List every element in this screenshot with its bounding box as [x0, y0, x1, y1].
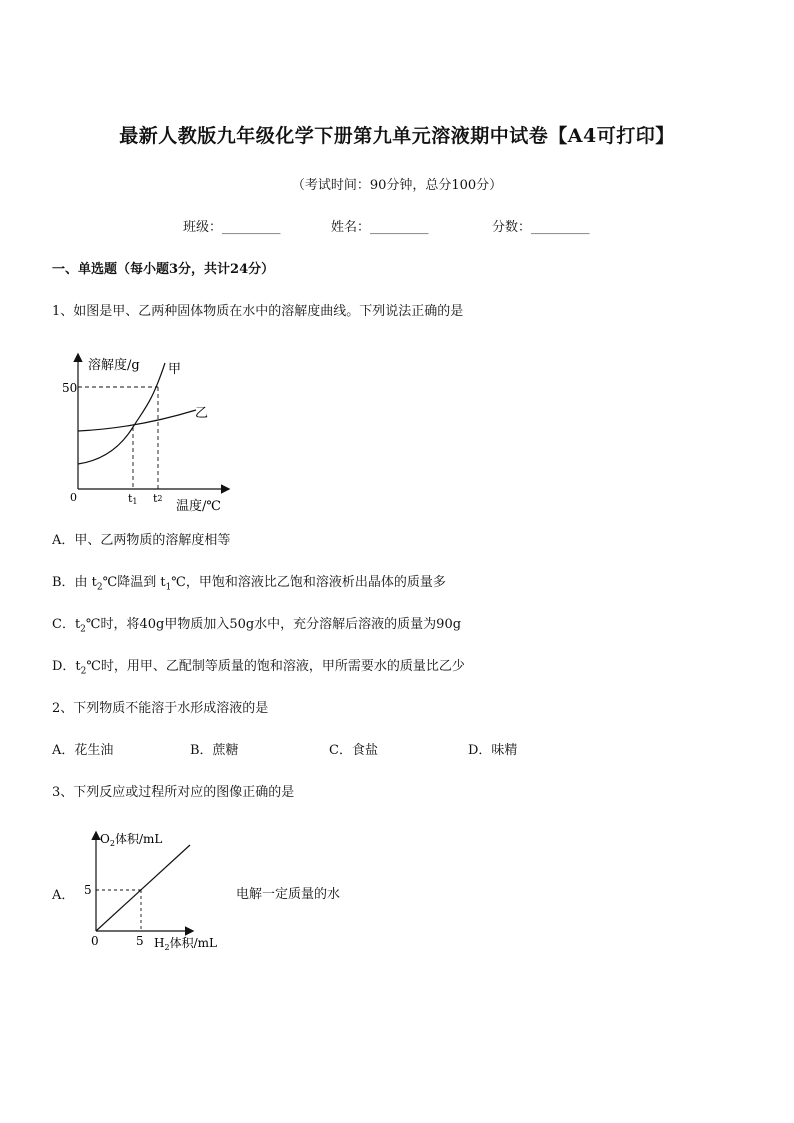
- section-heading: 一、单选题（每小题3分，共计24分）: [52, 262, 275, 277]
- solubility-chart: [60, 345, 245, 520]
- q1-option-b[interactable]: B．由 $t_2℃$降温到 $t_1℃$，甲饱和溶液比乙饱和溶液析出晶体的质量多: [52, 575, 446, 593]
- question-1-stem: 1、如图是甲、乙两种固体物质在水中的溶解度曲线。下列说法正确的是: [52, 304, 464, 319]
- name-field[interactable]: 姓名：_________: [331, 220, 429, 235]
- page-title: 最新人教版九年级化学下册第九单元溶液期中试卷【A4可打印】: [119, 125, 675, 147]
- q2-option-a[interactable]: A．花生油: [52, 743, 114, 758]
- q2-option-b[interactable]: B．蔗糖: [190, 743, 239, 758]
- x-tick-5: 5: [136, 934, 144, 948]
- q3-option-a-label[interactable]: A．: [52, 888, 75, 903]
- q1-option-c[interactable]: C．$t_2℃$时，将40g甲物质加入50g水中，充分溶解后溶液的质量为90g: [52, 617, 462, 635]
- y-axis-label: 溶解度/g: [88, 358, 140, 373]
- x-tick-t2: t2: [153, 492, 163, 505]
- score-field[interactable]: 分数：_________: [492, 220, 590, 235]
- question-2-stem: 2、下列物质不能溶于水形成溶液的是: [52, 701, 269, 716]
- y-axis-label: $O_2$体积/mL: [100, 832, 163, 848]
- electrolysis-chart: [80, 825, 240, 955]
- q3-option-a-desc: 电解一定质量的水: [236, 887, 341, 902]
- curve-jia: [78, 363, 165, 464]
- question-3-stem: 3、下列反应或过程所对应的图像正确的是: [52, 785, 295, 800]
- x-tick-t1: t1: [128, 492, 138, 506]
- y-tick-5: 5: [84, 883, 92, 897]
- exam-subtitle: （考试时间：90分钟，总分100分）: [291, 178, 503, 193]
- q2-option-c[interactable]: C．食盐: [329, 743, 378, 758]
- origin-label: 0: [91, 934, 99, 948]
- x-axis-label: 温度/℃: [176, 499, 221, 514]
- y-tick-50: 50: [62, 381, 78, 395]
- x-axis-label: $H_2$体积/mL: [154, 936, 217, 952]
- q1-option-d[interactable]: D．$t_2℃$时，用甲、乙配制等质量的饱和溶液，甲所需要水的质量比乙少: [52, 659, 465, 677]
- series-label-jia: 甲: [168, 362, 182, 377]
- q1-option-a[interactable]: A．甲、乙两物质的溶解度相等: [52, 533, 231, 548]
- data-line: [96, 845, 190, 931]
- q2-option-d[interactable]: D．味精: [468, 743, 518, 758]
- class-field[interactable]: 班级：_________: [183, 220, 281, 235]
- series-label-yi: 乙: [195, 406, 209, 421]
- origin-label: 0: [70, 491, 77, 504]
